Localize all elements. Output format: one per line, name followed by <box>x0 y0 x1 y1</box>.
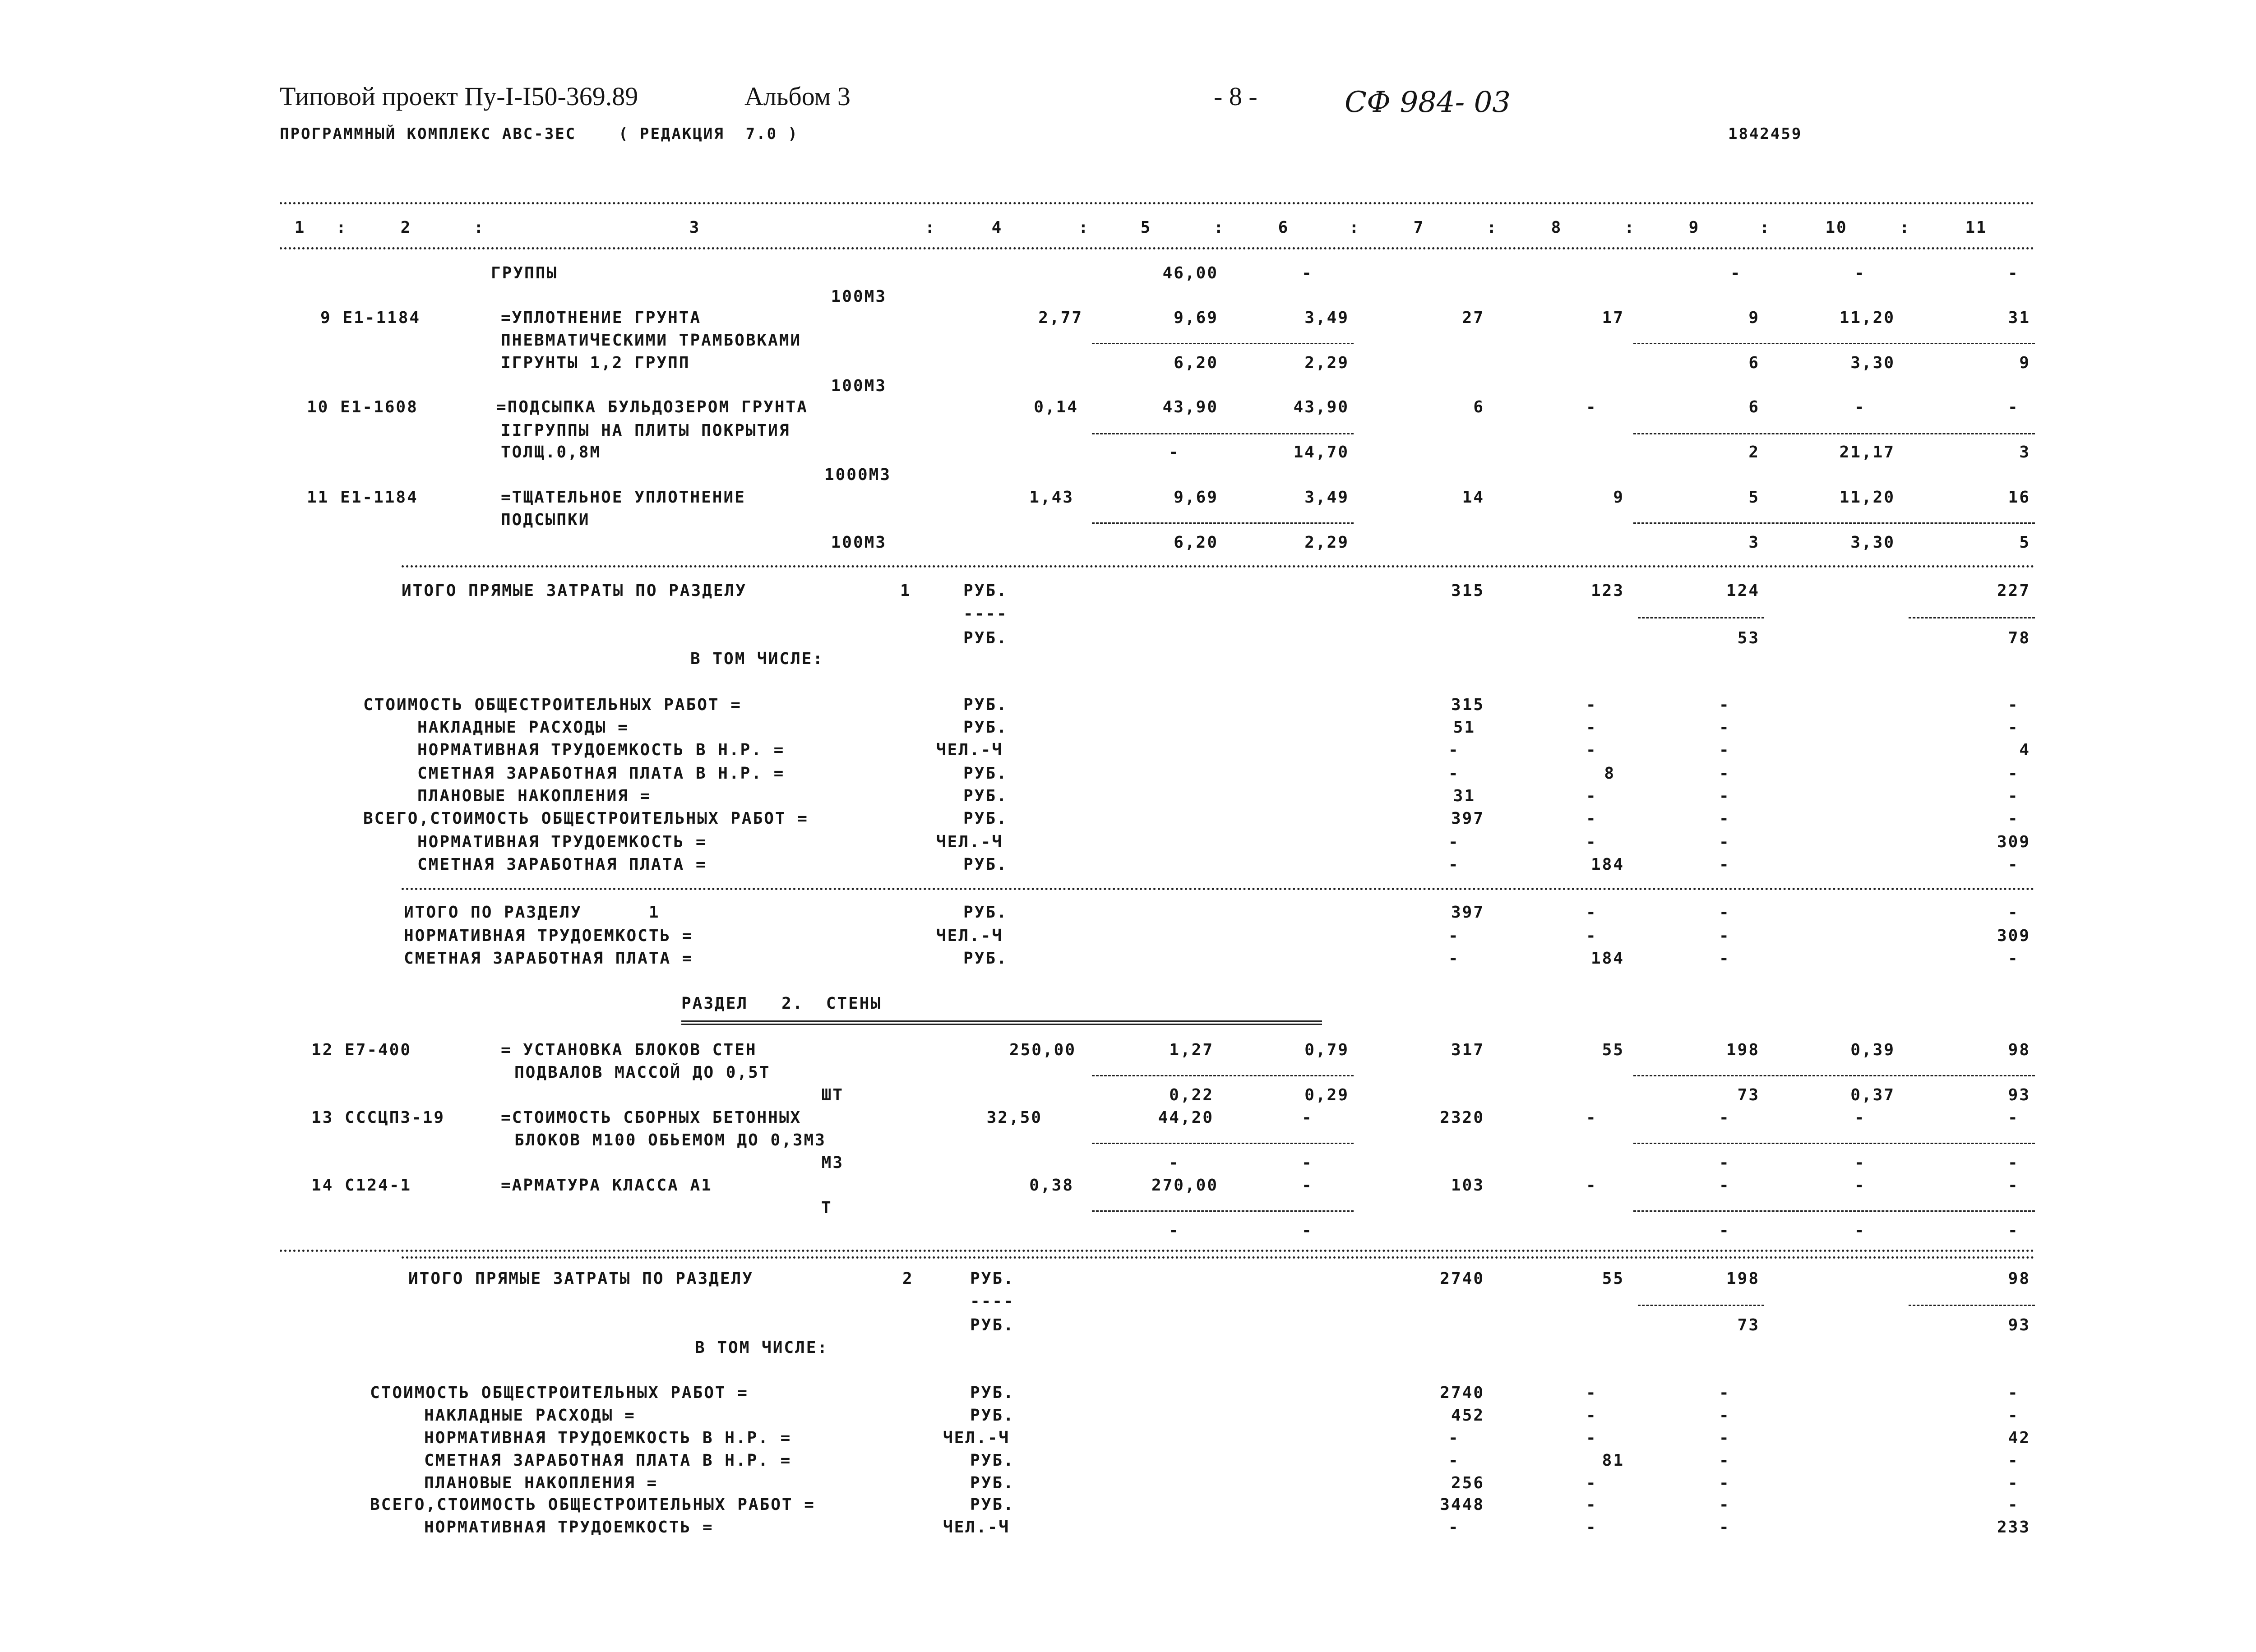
table-cell: 3,30 <box>1850 533 1895 552</box>
table-cell: 0,29 <box>1304 1086 1349 1104</box>
table-cell: В ТОМ ЧИСЛЕ: <box>690 650 824 668</box>
value-subrule <box>1633 1210 2035 1212</box>
table-cell: ИТОГО ПО РАЗДЕЛУ 1 <box>404 903 660 922</box>
table-cell: 6,20 <box>1174 533 1218 552</box>
table-cell: - <box>1586 809 1597 828</box>
table-cell: 198 <box>1726 1041 1760 1059</box>
table-cell: ЧЕЛ.-Ч <box>943 1429 1010 1447</box>
value-subrule <box>1633 522 2035 524</box>
table-cell: =АРМАТУРА КЛАССА А1 <box>501 1176 712 1195</box>
table-cell: 11 Е1-1184 <box>307 488 418 507</box>
column-number: 7 <box>1413 218 1425 237</box>
table-cell: - <box>2008 764 2019 783</box>
table-cell: - <box>1169 443 1180 461</box>
table-cell: 9,69 <box>1174 488 1218 507</box>
table-cell: РУБ. <box>963 764 1008 783</box>
table-cell: 0,14 <box>1034 398 1078 416</box>
table-cell: 198 <box>1726 1269 1760 1288</box>
table-cell: - <box>2008 1384 2019 1402</box>
table-cell: - <box>2008 855 2019 874</box>
column-separator: : <box>1214 218 1225 237</box>
column-number: 1 <box>294 218 306 237</box>
table-cell: - <box>1448 833 1460 851</box>
table-cell: 31 <box>1453 787 1475 805</box>
rate-subrule <box>1092 433 1354 434</box>
table-cell: - <box>1448 741 1460 759</box>
table-cell: IГРУНТЫ 1,2 ГРУПП <box>501 354 690 372</box>
table-cell: ТОЛЩ.0,8М <box>501 443 601 461</box>
total-subrule-11 <box>1909 617 2035 618</box>
table-cell: 1 <box>900 581 911 600</box>
table-cell: 31 <box>2008 309 2030 327</box>
table-cell: ПЛАНОВЫЕ НАКОПЛЕНИЯ = <box>424 1474 658 1492</box>
table-cell: 5 <box>1748 488 1760 507</box>
column-separator: : <box>1487 218 1498 237</box>
table-cell: - <box>2008 718 2019 737</box>
table-cell: 317 <box>1451 1041 1484 1059</box>
table-cell: НОРМАТИВНАЯ ТРУДОЕМКОСТЬ В Н.Р. = <box>424 1429 792 1447</box>
table-cell: 452 <box>1451 1406 1484 1425</box>
table-cell: ПНЕВМАТИЧЕСКИМИ ТРАМБОВКАМИ <box>501 331 802 350</box>
column-separator: : <box>474 218 485 237</box>
table-cell: - <box>1854 1154 1866 1172</box>
table-cell: ЧЕЛ.-Ч <box>936 741 1003 759</box>
column-number: 3 <box>689 218 701 237</box>
table-cell: 11,20 <box>1839 488 1895 507</box>
table-cell: - <box>1302 264 1313 282</box>
table-cell: - <box>1719 927 1730 945</box>
table-cell: 55 <box>1602 1041 1624 1059</box>
table-cell: - <box>2008 1108 2019 1127</box>
table-cell: - <box>1586 1495 1597 1514</box>
table-cell: 2740 <box>1440 1269 1484 1288</box>
table-cell: 2,29 <box>1304 354 1349 372</box>
table-cell: 98 <box>2008 1269 2030 1288</box>
table-cell: Т <box>821 1199 832 1217</box>
table-cell: ИТОГО ПРЯМЫЕ ЗАТРАТЫ ПО РАЗДЕЛУ <box>402 581 747 600</box>
table-cell: СТОИМОСТЬ ОБЩЕСТРОИТЕЛЬНЫХ РАБОТ = <box>363 696 742 714</box>
table-cell: 10 Е1-1608 <box>307 398 418 416</box>
table-cell: 3448 <box>1440 1495 1484 1514</box>
table-cell: - <box>2008 1406 2019 1425</box>
table-cell: 100М3 <box>831 533 887 552</box>
table-cell: 124 <box>1726 581 1760 600</box>
value-subrule <box>1633 1143 2035 1144</box>
section-total-rule <box>402 565 2035 568</box>
table-cell: - <box>1719 1384 1730 1402</box>
table-cell: - <box>2008 809 2019 828</box>
section-title-underline <box>681 1020 1322 1025</box>
table-cell: 93 <box>2008 1086 2030 1104</box>
column-separator: : <box>336 218 347 237</box>
table-cell: - <box>1854 1108 1866 1127</box>
table-cell: 6,20 <box>1174 354 1218 372</box>
table-cell: - <box>2008 1451 2019 1470</box>
column-number: 6 <box>1278 218 1290 237</box>
column-number: 9 <box>1688 218 1700 237</box>
table-cell: РУБ. <box>963 809 1008 828</box>
table-cell: =ТЩАТЕЛЬНОЕ УПЛОТНЕНИЕ <box>501 488 746 507</box>
table-cell: 184 <box>1590 949 1624 968</box>
table-cell: - <box>1302 1221 1313 1240</box>
table-cell: - <box>1302 1108 1313 1127</box>
table-cell: - <box>1719 1406 1730 1425</box>
table-cell: - <box>1719 903 1730 922</box>
table-cell: ЧЕЛ.-Ч <box>936 833 1003 851</box>
table-cell: В ТОМ ЧИСЛЕ: <box>695 1338 829 1357</box>
table-cell: СТОИМОСТЬ ОБЩЕСТРОИТЕЛЬНЫХ РАБОТ = <box>370 1384 749 1402</box>
table-cell: 46,00 <box>1162 264 1218 282</box>
table-cell: 6 <box>1473 398 1484 416</box>
table-cell: 103 <box>1451 1176 1484 1195</box>
table-cell: РАЗДЕЛ 2. СТЕНЫ <box>681 994 882 1013</box>
table-cell: РУБ. <box>963 696 1008 714</box>
table-cell: 1,43 <box>1029 488 1074 507</box>
table-cell: - <box>1586 718 1597 737</box>
album-label: Альбом 3 <box>744 82 851 111</box>
rate-subrule <box>1092 343 1354 344</box>
table-cell: - <box>1448 764 1460 783</box>
table-cell: 9 <box>2019 354 2030 372</box>
table-cell: НАКЛАДНЫЕ РАСХОДЫ = <box>417 718 629 737</box>
table-cell: - <box>2008 1154 2019 1172</box>
table-cell: 44,20 <box>1158 1108 1214 1127</box>
table-cell: 1,27 <box>1169 1041 1214 1059</box>
program-line: ПРОГРАММНЫЙ КОМПЛЕКС АВС-3ЕС ( РЕДАКЦИЯ 7.0 ) <box>280 125 799 143</box>
table-cell: - <box>2008 1495 2019 1514</box>
table-cell: РУБ. <box>970 1316 1015 1334</box>
table-cell: - <box>1586 741 1597 759</box>
column-number: 10 <box>1825 218 1848 237</box>
table-cell: ШТ <box>821 1086 844 1104</box>
table-cell: ГРУППЫ <box>491 264 558 282</box>
value-subrule <box>1633 1075 2035 1076</box>
table-cell: 250,00 <box>1009 1041 1076 1059</box>
table-cell: 2,29 <box>1304 533 1349 552</box>
rate-subrule <box>1092 1210 1354 1212</box>
table-cell: 8 <box>1604 764 1615 783</box>
table-cell: РУБ. <box>970 1406 1015 1425</box>
table-cell: = УСТАНОВКА БЛОКОВ СТЕН <box>501 1041 757 1059</box>
project-title: Типовой проект Пу-I-I50-369.89 <box>280 82 638 111</box>
table-cell: - <box>2008 398 2019 416</box>
table-cell: 233 <box>1997 1518 2030 1537</box>
table-cell: 6 <box>1748 354 1760 372</box>
table-cell: 5 <box>2019 533 2030 552</box>
table-cell: - <box>1302 1154 1313 1172</box>
header-bottom-rule <box>280 247 2035 249</box>
table-cell: 184 <box>1590 855 1624 874</box>
table-cell: ЧЕЛ.-Ч <box>936 927 1003 945</box>
table-cell: 78 <box>2008 629 2030 647</box>
table-cell: - <box>1719 1221 1730 1240</box>
table-cell: 6 <box>1748 398 1760 416</box>
table-cell: - <box>1586 787 1597 805</box>
table-cell: - <box>1586 1429 1597 1447</box>
column-number: 11 <box>1965 218 1988 237</box>
table-cell: 43,90 <box>1162 398 1218 416</box>
table-cell: 3 <box>2019 443 2030 461</box>
table-cell: - <box>2008 787 2019 805</box>
table-cell: 2,77 <box>1038 309 1083 327</box>
table-cell: ВСЕГО,СТОИМОСТЬ ОБЩЕСТРОИТЕЛЬНЫХ РАБОТ = <box>370 1495 815 1514</box>
table-cell: 73 <box>1737 1316 1760 1334</box>
table-cell: - <box>2008 1176 2019 1195</box>
column-separator: : <box>1624 218 1636 237</box>
table-cell: 42 <box>2008 1429 2030 1447</box>
value-subrule <box>1633 433 2035 434</box>
table-cell: =ПОДСЫПКА БУЛЬДОЗЕРОМ ГРУНТА <box>496 398 808 416</box>
total-subrule-9 <box>1638 617 1764 618</box>
section-total-rule <box>402 1256 2035 1259</box>
table-cell: 93 <box>2008 1316 2030 1334</box>
table-cell: 123 <box>1590 581 1624 600</box>
rate-subrule <box>1092 1143 1354 1144</box>
table-cell: РУБ. <box>970 1451 1015 1470</box>
table-cell: 3 <box>1748 533 1760 552</box>
table-cell: - <box>1448 1518 1460 1537</box>
table-cell: 100М3 <box>831 377 887 395</box>
table-cell: 14 С124-1 <box>311 1176 412 1195</box>
table-cell: 2 <box>902 1269 914 1288</box>
table-cell: 2740 <box>1440 1384 1484 1402</box>
table-cell: 27 <box>1462 309 1484 327</box>
column-separator: : <box>925 218 936 237</box>
table-cell: - <box>1719 764 1730 783</box>
handwritten-note: СФ 984- 03 <box>1345 86 1511 119</box>
table-cell: РУБ. <box>963 855 1008 874</box>
table-cell: - <box>1448 855 1460 874</box>
table-cell: РУБ. <box>970 1269 1015 1288</box>
table-cell: РУБ. <box>963 581 1008 600</box>
table-cell: - <box>1448 1451 1460 1470</box>
table-cell: НОРМАТИВНАЯ ТРУДОЕМКОСТЬ = <box>404 927 693 945</box>
value-subrule <box>1633 343 2035 344</box>
table-cell: 0,22 <box>1169 1086 1214 1104</box>
table-cell: 11,20 <box>1839 309 1895 327</box>
table-cell: 0,39 <box>1850 1041 1895 1059</box>
table-cell: 14 <box>1462 488 1484 507</box>
column-separator: : <box>1760 218 1771 237</box>
table-cell: ЧЕЛ.-Ч <box>943 1518 1010 1537</box>
table-cell: НОРМАТИВНАЯ ТРУДОЕМКОСТЬ В Н.Р. = <box>417 741 785 759</box>
table-cell: - <box>1854 398 1866 416</box>
table-cell: 1000М3 <box>824 466 891 484</box>
table-cell: ИТОГО ПРЯМЫЕ ЗАТРАТЫ ПО РАЗДЕЛУ <box>408 1269 754 1288</box>
table-cell: - <box>2008 903 2019 922</box>
table-cell: 256 <box>1451 1474 1484 1492</box>
table-cell: СМЕТНАЯ ЗАРАБОТНАЯ ПЛАТА В Н.Р. = <box>424 1451 792 1470</box>
table-cell: - <box>1719 1495 1730 1514</box>
table-cell: ---- <box>970 1292 1015 1311</box>
table-cell: 16 <box>2008 488 2030 507</box>
table-cell: 14,70 <box>1293 443 1349 461</box>
table-cell: 0,79 <box>1304 1041 1349 1059</box>
table-cell: - <box>1719 855 1730 874</box>
table-cell: ВСЕГО,СТОИМОСТЬ ОБЩЕСТРОИТЕЛЬНЫХ РАБОТ = <box>363 809 809 828</box>
table-cell: IIГРУППЫ НА ПЛИТЫ ПОКРЫТИЯ <box>501 421 791 440</box>
table-cell: ---- <box>963 605 1008 623</box>
table-cell: - <box>1719 1154 1730 1172</box>
table-cell: НАКЛАДНЫЕ РАСХОДЫ = <box>424 1406 636 1425</box>
table-cell: 55 <box>1602 1269 1624 1288</box>
table-cell: 309 <box>1997 927 2030 945</box>
table-cell: - <box>1586 927 1597 945</box>
column-separator: : <box>1349 218 1360 237</box>
document-code: 1842459 <box>1728 125 1803 143</box>
table-cell: 0,37 <box>1850 1086 1895 1104</box>
table-cell: 81 <box>1602 1451 1624 1470</box>
table-cell: 2 <box>1748 443 1760 461</box>
table-cell: 3,30 <box>1850 354 1895 372</box>
table-cell: =УПЛОТНЕНИЕ ГРУНТА <box>501 309 702 327</box>
table-cell: - <box>1586 903 1597 922</box>
table-cell: 4 <box>2019 741 2030 759</box>
column-separator: : <box>1078 218 1090 237</box>
table-cell: РУБ. <box>970 1384 1015 1402</box>
total-subrule-9 <box>1638 1305 1764 1306</box>
table-cell: 21,17 <box>1839 443 1895 461</box>
table-cell: 3,49 <box>1304 309 1349 327</box>
total-subrule-11 <box>1909 1305 2035 1306</box>
table-cell: - <box>1448 1429 1460 1447</box>
table-cell: - <box>1730 264 1742 282</box>
table-cell: - <box>1586 1474 1597 1492</box>
table-cell: НОРМАТИВНАЯ ТРУДОЕМКОСТЬ = <box>417 833 707 851</box>
column-number: 8 <box>1551 218 1563 237</box>
table-cell: РУБ. <box>963 718 1008 737</box>
table-cell: РУБ. <box>963 903 1008 922</box>
table-cell: - <box>1719 1474 1730 1492</box>
table-cell: 43,90 <box>1293 398 1349 416</box>
table-cell: ПОДВАЛОВ МАССОЙ ДО 0,5Т <box>514 1063 771 1082</box>
table-cell: - <box>1719 949 1730 968</box>
table-cell: 3,49 <box>1304 488 1349 507</box>
table-cell: БЛОКОВ М100 ОБЬЕМОМ ДО 0,3М3 <box>514 1131 826 1149</box>
page-number: - 8 - <box>1214 82 1257 111</box>
table-cell: - <box>1719 1518 1730 1537</box>
table-cell: 100М3 <box>831 287 887 306</box>
rate-subrule <box>1092 1075 1354 1076</box>
table-cell: - <box>2008 949 2019 968</box>
table-cell: 73 <box>1737 1086 1760 1104</box>
table-cell: - <box>1169 1154 1180 1172</box>
table-cell: - <box>2008 696 2019 714</box>
table-cell: СМЕТНАЯ ЗАРАБОТНАЯ ПЛАТА = <box>404 949 693 968</box>
table-cell: 0,38 <box>1029 1176 1074 1195</box>
table-cell: 98 <box>2008 1041 2030 1059</box>
breakdown-bottom-rule <box>402 888 2035 890</box>
table-cell: 397 <box>1451 903 1484 922</box>
table-cell: - <box>1719 696 1730 714</box>
table-cell: 17 <box>1602 309 1624 327</box>
table-cell: - <box>1302 1176 1313 1195</box>
table-cell: 51 <box>1453 718 1475 737</box>
table-cell: - <box>1854 264 1866 282</box>
table-cell: =СТОИМОСТЬ СБОРНЫХ БЕТОННЫХ <box>501 1108 802 1127</box>
column-number: 2 <box>400 218 412 237</box>
table-cell: - <box>1586 696 1597 714</box>
table-cell: 227 <box>1997 581 2030 600</box>
table-cell: - <box>2008 264 2019 282</box>
table-cell: 315 <box>1451 696 1484 714</box>
table-cell: - <box>1448 949 1460 968</box>
table-cell: РУБ. <box>970 1474 1015 1492</box>
table-cell: - <box>1719 741 1730 759</box>
table-cell: РУБ. <box>963 629 1008 647</box>
table-cell: ПЛАНОВЫЕ НАКОПЛЕНИЯ = <box>417 787 652 805</box>
column-number: 5 <box>1140 218 1152 237</box>
table-cell: - <box>1719 1176 1730 1195</box>
table-cell: - <box>1586 398 1597 416</box>
table-cell: 315 <box>1451 581 1484 600</box>
table-cell: - <box>1586 1108 1597 1127</box>
table-cell: - <box>1719 1429 1730 1447</box>
rate-subrule <box>1092 522 1354 524</box>
table-cell: ПОДСЫПКИ <box>501 511 590 529</box>
table-cell: 397 <box>1451 809 1484 828</box>
table-cell: - <box>1854 1221 1866 1240</box>
table-cell: - <box>1719 809 1730 828</box>
table-cell: 270,00 <box>1151 1176 1218 1195</box>
table-cell: 2320 <box>1440 1108 1484 1127</box>
table-cell: 309 <box>1997 833 2030 851</box>
table-cell: СМЕТНАЯ ЗАРАБОТНАЯ ПЛАТА В Н.Р. = <box>417 764 785 783</box>
table-cell: - <box>2008 1474 2019 1492</box>
table-cell: - <box>2008 1221 2019 1240</box>
column-number: 4 <box>991 218 1003 237</box>
table-cell: - <box>1586 1176 1597 1195</box>
table-cell: НОРМАТИВНАЯ ТРУДОЕМКОСТЬ = <box>424 1518 714 1537</box>
table-cell: М3 <box>821 1154 844 1172</box>
table-cell: 13 СССЦП3-19 <box>311 1108 445 1127</box>
table-cell: 32,50 <box>986 1108 1042 1127</box>
table-cell: РУБ. <box>963 949 1008 968</box>
table-cell: РУБ. <box>970 1495 1015 1514</box>
table-cell: 9 <box>1613 488 1624 507</box>
table-cell: - <box>1854 1176 1866 1195</box>
table-cell: - <box>1169 1221 1180 1240</box>
table-cell: - <box>1586 833 1597 851</box>
table-cell: 12 Е7-400 <box>311 1041 412 1059</box>
table-cell: - <box>1586 1384 1597 1402</box>
table-top-rule <box>280 202 2035 204</box>
table-cell: 53 <box>1737 629 1760 647</box>
table-cell: 9,69 <box>1174 309 1218 327</box>
table-cell: - <box>1586 1406 1597 1425</box>
table-cell: - <box>1586 1518 1597 1537</box>
table-cell: 9 <box>1748 309 1760 327</box>
table-cell: - <box>1719 1451 1730 1470</box>
items-bottom-rule <box>280 1250 2035 1252</box>
table-cell: - <box>1448 927 1460 945</box>
table-cell: - <box>1719 833 1730 851</box>
table-cell: СМЕТНАЯ ЗАРАБОТНАЯ ПЛАТА = <box>417 855 707 874</box>
table-cell: 9 Е1-1184 <box>320 309 421 327</box>
table-cell: РУБ. <box>963 787 1008 805</box>
column-separator: : <box>1900 218 1911 237</box>
table-cell: - <box>1719 1108 1730 1127</box>
table-cell: - <box>1719 718 1730 737</box>
table-cell: - <box>1719 787 1730 805</box>
